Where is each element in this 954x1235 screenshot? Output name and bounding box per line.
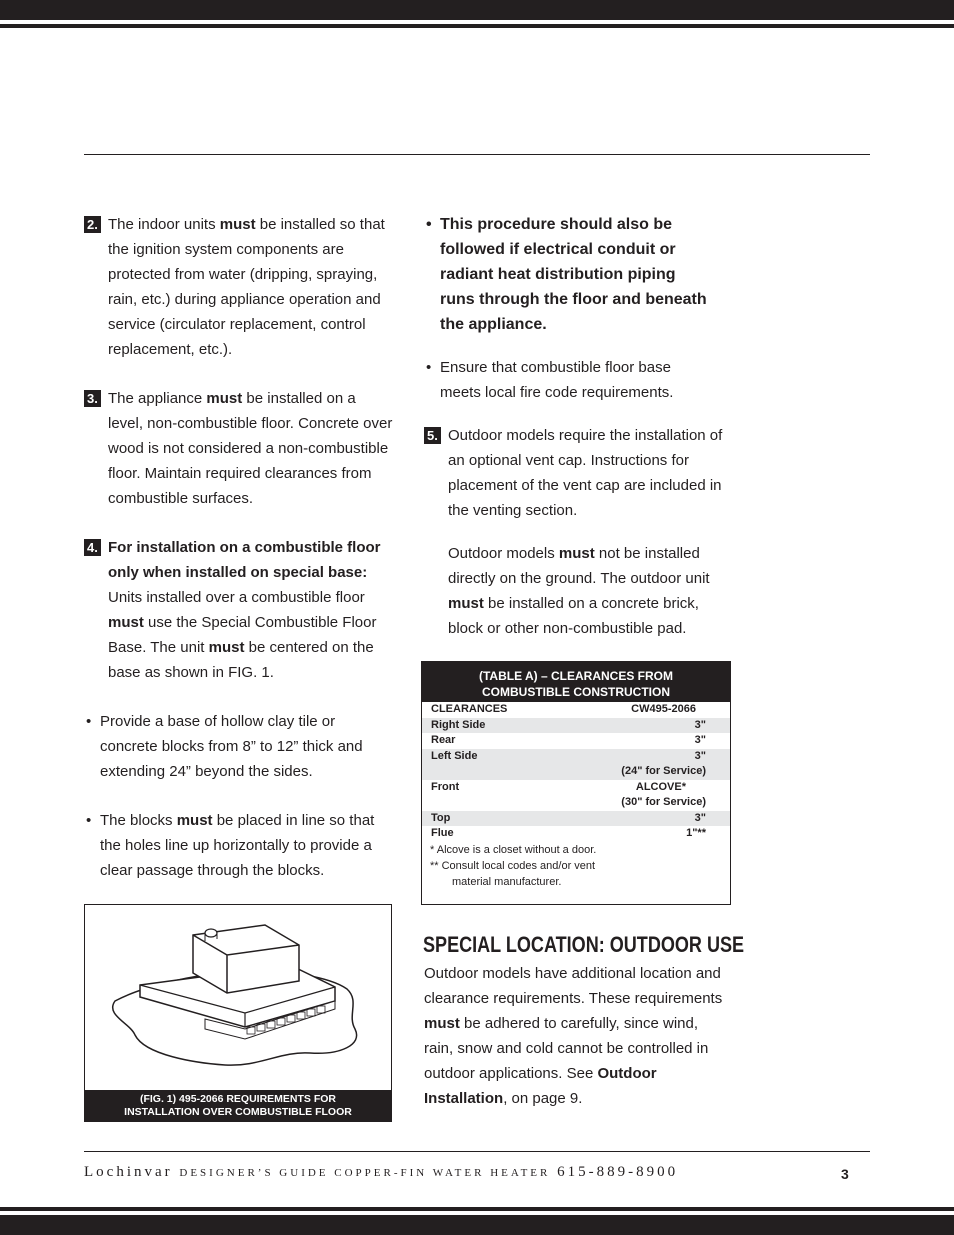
table-row: Right Side 3" xyxy=(422,718,730,734)
item-number: 3. xyxy=(84,390,101,407)
bullet-base: • Provide a base of hollow clay tile or concrete blocks from 8” to 12” thick and extending 24” beyond the sides. xyxy=(86,713,363,780)
table-row: Top 3" xyxy=(422,811,730,827)
table-row: (30" for Service) xyxy=(621,796,706,808)
item-3: 3. The appliance must be installed on a level, non-combustible floor. Concrete over wood is not considered a non-combustible floor. Maintain required clearances from combustible surfaces. xyxy=(84,386,394,511)
section-heading: SPECIAL LOCATION: OUTDOOR USE xyxy=(423,932,745,957)
item-number: 5. xyxy=(424,427,441,444)
top-thin-bar xyxy=(0,24,954,28)
combustible-floor-base-illustration xyxy=(85,905,391,1095)
item-number: 4. xyxy=(84,539,101,556)
right-column xyxy=(424,212,734,641)
bullet-conduit: • This procedure should also be followed if electrical conduit or radiant heat distribution piping runs through the floor and beneath the appliance. xyxy=(426,216,707,333)
table-row: Front ALCOVE* xyxy=(431,780,686,793)
table-row: (24" for Service) xyxy=(422,764,730,780)
footer xyxy=(84,1164,678,1181)
item-5: 5. Outdoor models require the installation of an optional vent cap. Instructions for placement of the vent cap are included in the venting section. xyxy=(424,423,734,523)
page-number: 3 xyxy=(841,1166,849,1182)
figure-1 xyxy=(84,904,392,1122)
left-column xyxy=(84,212,394,883)
item-number: 2. xyxy=(84,216,101,233)
bottom-bar xyxy=(0,1215,954,1235)
table-note: ** Consult local codes and/or vent xyxy=(430,859,596,872)
top-bar xyxy=(0,0,954,20)
table-row: Left Side 3" xyxy=(422,749,730,765)
figure-caption: (FIG. 1) 495-2066 REQUIREMENTS FOR INSTALLATION OVER COMBUSTIBLE FLOOR xyxy=(85,1090,391,1121)
table-note: * Alcove is a closet without a door. xyxy=(430,843,597,856)
brand-name: Lochinvar xyxy=(84,1164,173,1180)
phone-number: 615-889-8900 xyxy=(557,1164,679,1180)
bottom-thin-bar xyxy=(0,1207,954,1211)
table-note: material manufacturer. xyxy=(452,875,562,888)
item-4: 4. For installation on a combustible floor only when installed on special base: Units installed over a combustible floor must use the Special Combustible Floor Base. The unit must be centered on the base as shown in FIG. 1. xyxy=(84,535,394,685)
header-rule xyxy=(84,154,870,155)
outdoor-installation-reference: Outdoor Installation xyxy=(424,1065,657,1107)
outdoor-paragraph: Outdoor models have additional location and clearance requirements. These requirements must be adhered to carefully, since wind, rain, snow and cold cannot be controlled in outdoor applications. See Outdoor Installation, on page 9. xyxy=(424,965,723,1107)
clearances-table xyxy=(421,661,731,905)
table-row: Rear 3" xyxy=(431,734,706,746)
table-header-row: CLEARANCES CW495-2066 xyxy=(431,703,696,715)
table-row: Flue 1"** xyxy=(431,827,706,839)
guide-title: DESIGNER’S GUIDE COPPER-FIN WATER HEATER xyxy=(179,1167,551,1179)
bullet-fire-code: • Ensure that combustible floor base meets local fire code requirements. xyxy=(426,359,674,401)
table-title: (TABLE A) – CLEARANCES FROM COMBUSTIBLE CONSTRUCTION xyxy=(422,662,730,702)
bullet-blocks: • The blocks must be placed in line so that the holes line up horizontally to provide a clear passage through the blocks. xyxy=(86,812,375,879)
footer-rule xyxy=(84,1151,870,1152)
item-5-outdoor-ground: Outdoor models must not be installed directly on the ground. The outdoor unit must be installed on a concrete brick, block or other non-combustible pad. xyxy=(448,545,710,637)
item-2: 2. The indoor units must be installed so that the ignition system components are protected from water (dripping, spraying, rain, etc.) during appliance operation and service (circulator replacement, control replacement, etc.). xyxy=(84,212,394,362)
